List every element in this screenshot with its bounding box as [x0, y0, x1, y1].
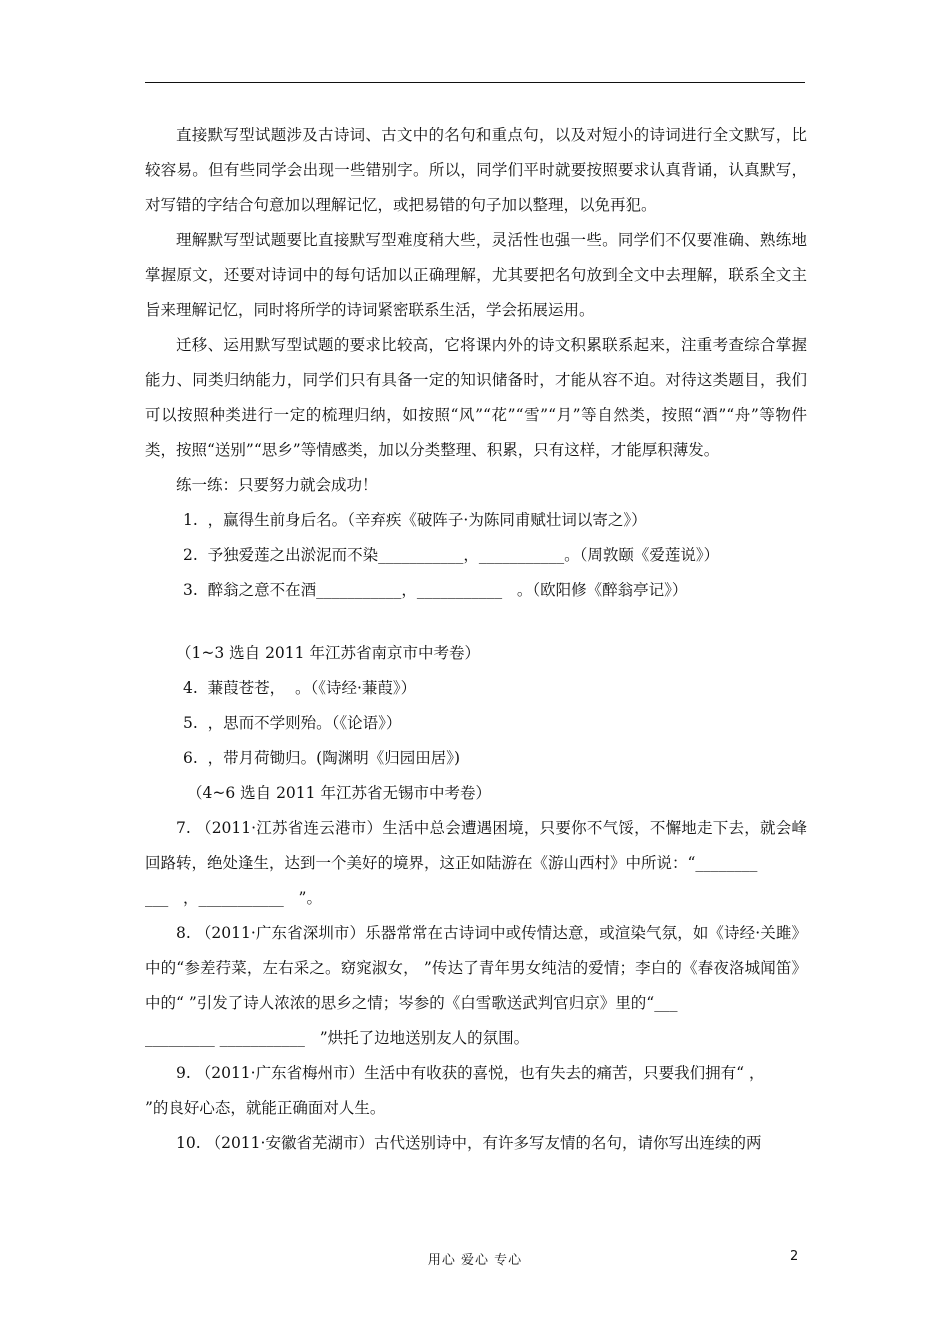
question-item-2: 2. 予独爱莲之出淤泥而不染___________，___________。（周敦颐《爱莲说》） [183, 546, 720, 564]
question-7-continuation: ___ ，___________ ”。 [145, 889, 322, 907]
question-10: 10. （2011·安徽省芜湖市）古代送别诗中，有许多写友情的名句，请你写出连续的两 [176, 1134, 762, 1152]
question-8: 8. （2011·广东省深圳市）乐器常常在古诗词中或传情达意，或渲染气氛，如《诗经·关雎》中的“参差荇菜，左右采之。窈窕淑女， ”传达了青年男女纯洁的爱情；李白的《春夜洛城闻笛》中的“ ”引发了诗人浓浓的思乡之情；岑参的《白雪歌送武判官归京》里的“___ [145, 924, 807, 1012]
document-body [145, 118, 807, 1161]
page-number: 2 [790, 1249, 799, 1264]
question-item-5: 5. ，思而不学则殆。（《论语》） [183, 714, 402, 732]
header-rule [145, 82, 805, 83]
source-note-1: （1~3 选自 2011 年江苏省南京市中考卷） [176, 644, 480, 662]
paragraph-transfer-dictation: 迁移、运用默写型试题的要求比较高，它将课内外的诗文积累联系起来，注重考查综合掌握能力、同类归纳能力，同学们只有具备一定的知识储备时，才能从容不迫。对待这类题目，我们可以按照种类进行一定的梳理归纳，如按照“风”“花”“雪”“月”等自然类，按照“酒”“舟”等物件类，按照“送别”“思乡”等情感类，加以分类整理、积累，只有这样，才能厚积薄发。 [145, 336, 807, 459]
question-item-4: 4. 蒹葭苍苍， 。（《诗经·蒹葭》） [183, 679, 417, 697]
question-9: 9. （2011·广东省梅州市）生活中有收获的喜悦，也有失去的痛苦，只要我们拥有“ ， [176, 1064, 765, 1082]
paragraph-direct-dictation: 直接默写型试题涉及古诗词、古文中的名句和重点句，以及对短小的诗词进行全文默写，比较容易。但有些同学会出现一些错别字。所以，同学们平时就要按照要求认真背诵，认真默写，对写错的字结合句意加以理解记忆，或把易错的句子加以整理，以免再犯。 [145, 126, 807, 214]
question-9-continuation: ”的良好心态，就能正确面对人生。 [145, 1099, 386, 1117]
footer-motto: 用心 爱心 专心 [427, 1253, 523, 1268]
question-7: 7. （2011·江苏省连云港市）生活中总会遭遇困境，只要你不气馁，不懈地走下去，就会峰回路转，绝处逢生，达到一个美好的境界，这正如陆游在《游山西村》中所说：“________ [145, 819, 807, 872]
question-item-6: 6. ，带月荷锄归。(陶渊明《归园田居》) [183, 749, 460, 767]
source-note-2: （4~6 选自 2011 年江苏省无锡市中考卷） [187, 784, 491, 802]
question-item-1: 1. ，赢得生前身后名。（辛弃疾《破阵子·为陈同甫赋壮词以寄之》） [183, 511, 647, 529]
practice-heading: 练一练：只要努力就会成功！ [176, 476, 378, 494]
question-item-3: 3. 醉翁之意不在酒___________，___________ 。（欧阳修《醉翁亭记》） [183, 581, 688, 599]
question-8-continuation: _________ ___________ ”烘托了边地送别友人的氛围。 [145, 1029, 530, 1047]
spacer [145, 608, 807, 636]
paragraph-comprehension-dictation: 理解默写型试题要比直接默写型难度稍大些，灵活性也强一些。同学们不仅要准确、熟练地掌握原文，还要对诗词中的每句话加以正确理解，尤其要把名句放到全文中去理解，联系全文主旨来理解记忆，同时将所学的诗词紧密联系生活，学会拓展运用。 [145, 231, 807, 319]
